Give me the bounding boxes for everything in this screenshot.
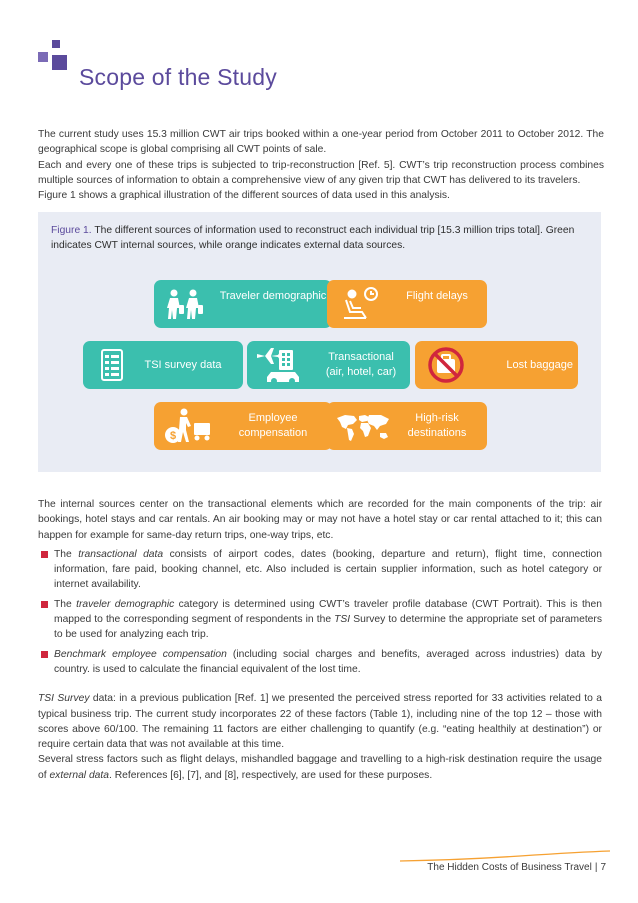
survey-form-icon xyxy=(101,349,123,381)
tile-label xyxy=(313,350,409,380)
tile-flight-delays xyxy=(327,280,487,328)
bullet-text: category is determined using CWT’s traveler profile database (CWT Portrait). This is then mapped to the corresponding segment of respondents in the xyxy=(54,598,602,626)
figure-caption xyxy=(51,223,591,254)
body-paragraph xyxy=(38,752,602,783)
tile-label: Employee compensation xyxy=(238,412,308,439)
figure-panel xyxy=(38,212,601,472)
tile-transactional xyxy=(247,341,410,389)
figure-label: Figure 1. xyxy=(51,225,92,236)
figure-caption-text: The different sources of information used to reconstruct each individual trip [15.3 million trips total]. Green indicates CWT internal sources, while orange indicates external data sources. xyxy=(51,225,575,252)
footer-title: The Hidden Costs of Business Travel xyxy=(427,862,592,873)
tile-lost-baggage xyxy=(415,341,578,389)
bullet-text: The xyxy=(54,598,77,610)
bullet-text: Survey to determine the appropriate set of parameters to be used for analyzing each trip. xyxy=(54,614,602,641)
body-paragraph: The internal sources center on the transactional elements which are recorded for the main components of the trip: air bookings, hotel stays and car rentals. An air booking may or may not have a hotel stay or car rental attached to it; this can happen for example for same-day return trips, one-way trips, etc. xyxy=(38,499,602,541)
waiting-passenger-clock-icon xyxy=(341,286,381,322)
bullet-text: The xyxy=(54,548,79,560)
list-item xyxy=(38,597,602,643)
svg-text:$: $ xyxy=(169,430,177,442)
brand-squares-icon xyxy=(38,40,68,74)
bullet-text: consists of airport codes, dates (booking, departure and return), flight time, connection information, fare paid, booking channel, etc. Also included is certain supplier information, such as hotel category or internet availability. xyxy=(54,548,602,591)
bullet-emphasis: transactional data xyxy=(78,548,164,560)
travelers-icon xyxy=(164,288,206,320)
tile-employee-compensation xyxy=(154,402,332,450)
page-footer xyxy=(427,862,606,873)
bullet-square-icon xyxy=(41,651,48,658)
bullet-square-icon xyxy=(41,601,48,608)
bullet-emphasis: TSI xyxy=(334,614,351,626)
paragraph-text: data: in a previous publication [Ref. 1] we presented the perceived stress reported for 33 activities related to a typical business trip. The current study incorporates 22 of these factors (Table 1), including nine of the top 12 – those with scores above 60/100. The remaining 11 factors are either challenging to quantify (e.g. “eating healthily at destination”) or require certain data that was not available at this time. xyxy=(38,693,602,751)
paragraph-emphasis: TSI Survey xyxy=(38,693,90,705)
body-paragraph xyxy=(38,691,602,752)
tile-tsi-survey-data xyxy=(83,341,243,389)
body-text xyxy=(38,497,602,783)
page-number: 7 xyxy=(600,862,606,873)
paragraph-text: . References [6], [7], and [8], respectively, are used for these purposes. xyxy=(109,769,433,781)
intro-paragraph: Each and every one of these trips is subjected to trip-reconstruction [Ref. 5]. CWT’s trip reconstruction process combines multiple sources of information to obtain a comprehensive view of any given trip that CWT has delivered to its travelers. xyxy=(38,159,604,186)
tile-label-line: (air, hotel, car) xyxy=(325,366,397,378)
tile-label: Flight delays xyxy=(406,290,468,302)
bullet-emphasis: Benchmark employee compensation xyxy=(54,648,227,660)
bullet-list xyxy=(38,547,602,677)
footer-swoosh-icon xyxy=(400,850,610,862)
worker-money-icon xyxy=(164,407,214,445)
paragraph-emphasis: external data xyxy=(49,769,109,781)
list-item xyxy=(38,647,602,678)
tile-label: TSI survey data xyxy=(144,359,222,371)
tile-traveler-demographic xyxy=(154,280,332,328)
bullet-emphasis: traveler demographic xyxy=(76,598,175,610)
bullet-square-icon xyxy=(41,551,48,558)
paragraph-text: Several stress factors such as flight delays, mishandled baggage and travelling to a high-risk destination require the usage of xyxy=(38,754,602,781)
page-title: Scope of the Study xyxy=(79,64,277,90)
tile-label: High-risk destinations xyxy=(407,412,467,439)
plane-hotel-car-icon xyxy=(255,346,307,384)
intro-paragraph: Figure 1 shows a graphical illustration of the different sources of data used in this analysis. xyxy=(38,190,450,202)
bullet-text: (including social charges and benefits, averaged across industries) data by country. is used to calculate the financial equivalent of the lost time. xyxy=(54,648,602,675)
tile-label: Lost baggage xyxy=(506,359,573,371)
world-map-icon xyxy=(335,412,391,442)
list-item xyxy=(38,547,602,593)
no-baggage-icon xyxy=(427,346,465,384)
tile-high-risk-destinations xyxy=(327,402,487,450)
intro-paragraph: The current study uses 15.3 million CWT air trips booked within a one-year period from October 2011 to October 2012. The geographical scope is global comprising all CWT points of sale. xyxy=(38,129,604,156)
footer-separator: | xyxy=(594,862,598,873)
tile-label: Traveler demographic xyxy=(219,290,327,302)
intro-text xyxy=(38,127,604,203)
tile-label-line: Transactional xyxy=(328,351,394,363)
